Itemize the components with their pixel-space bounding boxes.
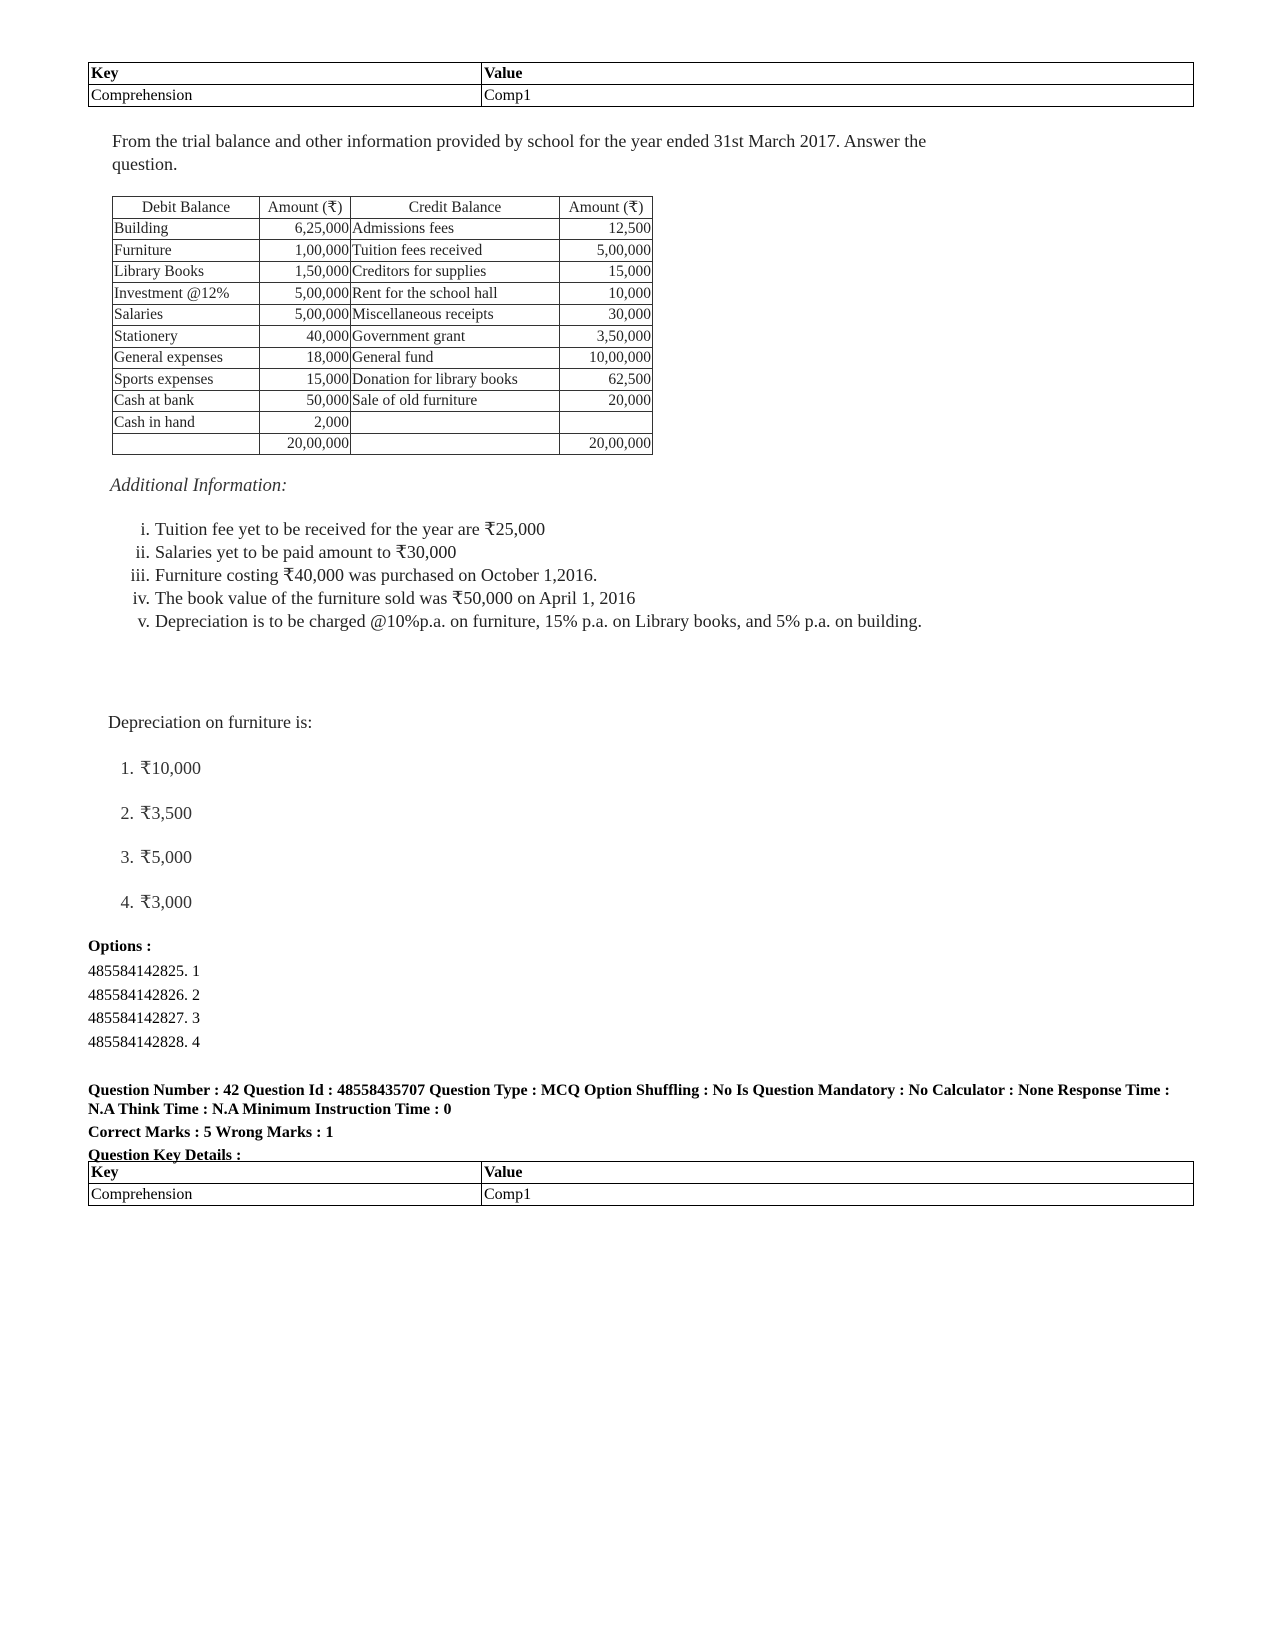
key-details-label: Question Key Details : — [88, 1147, 242, 1164]
choice-text: ₹5,000 — [140, 847, 192, 867]
trial-balance-cell: 15,000 — [560, 261, 653, 283]
trial-balance-cell: 20,00,000 — [560, 433, 653, 455]
trial-balance-row — [113, 412, 653, 434]
trial-balance-cell: 6,25,000 — [260, 218, 351, 240]
item-numeral: iv. — [132, 588, 150, 608]
trial-balance-cell: Cash at bank — [113, 390, 260, 412]
trial-balance-cell: Donation for library books — [351, 369, 560, 391]
options-list — [88, 960, 200, 1054]
key-header: Key — [89, 1162, 482, 1184]
trial-balance-cell: 20,00,000 — [260, 433, 351, 455]
trial-balance-cell: Furniture — [113, 240, 260, 262]
trial-balance-cell: Salaries — [113, 304, 260, 326]
item-numeral: iii. — [130, 565, 150, 585]
trial-balance-row — [113, 326, 653, 348]
item-numeral: v. — [137, 611, 150, 631]
trial-balance-cell: Admissions fees — [351, 218, 560, 240]
key-value-table-top — [88, 62, 1194, 107]
trial-balance-cell — [560, 412, 653, 434]
answer-choice — [108, 892, 201, 937]
choice-number: 2. — [120, 802, 134, 823]
additional-info-list — [100, 518, 940, 633]
trial-balance-cell: Sports expenses — [113, 369, 260, 391]
trial-balance-cell: Creditors for supplies — [351, 261, 560, 283]
trial-balance-cell: 10,00,000 — [560, 347, 653, 369]
answer-choice — [108, 847, 201, 892]
option-id-item: 485584142827. 3 — [88, 1010, 200, 1027]
additional-info-item — [100, 587, 940, 610]
intro-text: From the trial balance and other information provided by school for the year ended 31st March 2017. Answer the question. — [112, 131, 927, 174]
trial-balance-cell: Rent for the school hall — [351, 283, 560, 305]
trial-balance-cell: 62,500 — [560, 369, 653, 391]
additional-info-heading: Additional Information: — [110, 476, 288, 496]
answer-choices — [108, 758, 201, 936]
key-header: Key — [89, 63, 482, 85]
item-numeral: i. — [140, 519, 150, 539]
item-text: Depreciation is to be charged @10%p.a. on furniture, 15% p.a. on Library books, and 5% p.a. on building. — [155, 611, 923, 631]
trial-balance-cell: 10,000 — [560, 283, 653, 305]
key-cell: Comprehension — [89, 85, 482, 107]
trial-balance-cell: 2,000 — [260, 412, 351, 434]
trial-balance-cell: 40,000 — [260, 326, 351, 348]
choice-text: ₹3,500 — [140, 802, 192, 823]
trial-balance-cell: 1,00,000 — [260, 240, 351, 262]
header-debit-amount: Amount (₹) — [260, 197, 351, 219]
key-cell: Comprehension — [89, 1184, 482, 1206]
trial-balance-cell: 5,00,000 — [260, 304, 351, 326]
value-header: Value — [482, 63, 1194, 85]
trial-balance-row — [113, 369, 653, 391]
trial-balance-cell: Building — [113, 218, 260, 240]
trial-balance-cell — [351, 433, 560, 455]
choice-number: 1. — [120, 758, 134, 778]
trial-balance-row — [113, 390, 653, 412]
value-cell: Comp1 — [482, 85, 1194, 107]
options-heading: Options : — [88, 938, 152, 955]
option-id-item: 485584142825. 1 — [88, 963, 200, 980]
additional-info-item — [100, 541, 940, 564]
choice-number: 3. — [120, 847, 134, 867]
trial-balance-cell: Stationery — [113, 326, 260, 348]
option-id-item: 485584142826. 2 — [88, 986, 200, 1004]
trial-balance-cell: 5,00,000 — [260, 283, 351, 305]
item-text: Furniture costing ₹40,000 was purchased on October 1,2016. — [155, 565, 598, 585]
trial-balance-cell: 50,000 — [260, 390, 351, 412]
trial-balance-row — [113, 261, 653, 283]
trial-balance-cell: Miscellaneous receipts — [351, 304, 560, 326]
trial-balance-cell — [113, 433, 260, 455]
trial-balance-cell — [351, 412, 560, 434]
trial-balance-cell: Sale of old furniture — [351, 390, 560, 412]
choice-text: ₹3,000 — [140, 891, 192, 912]
trial-balance-cell: 20,000 — [560, 390, 653, 412]
item-numeral: ii. — [135, 542, 150, 562]
trial-balance-cell: 1,50,000 — [260, 261, 351, 283]
value-cell: Comp1 — [482, 1184, 1194, 1206]
question-meta-line: Question Number : 42 Question Id : 48558435707 Question Type : MCQ Option Shuffling : No Is Question Mandatory : No Calculator : None Response Time : N.A Think Time : N.A Minimum Instruction Time : 0 — [88, 1082, 1170, 1118]
trial-balance-cell: Cash in hand — [113, 412, 260, 434]
trial-balance-cell: 5,00,000 — [560, 240, 653, 262]
additional-info-item — [100, 610, 940, 633]
trial-balance-cell: General expenses — [113, 347, 260, 369]
marks-line: Correct Marks : 5 Wrong Marks : 1 — [88, 1124, 334, 1141]
trial-balance-cell: Library Books — [113, 261, 260, 283]
trial-balance-table — [112, 196, 653, 455]
choice-number: 4. — [120, 891, 134, 912]
additional-info-item — [100, 564, 940, 587]
answer-choice — [108, 758, 201, 803]
choice-text: ₹10,000 — [140, 758, 201, 778]
item-text: The book value of the furniture sold was ₹50,000 on April 1, 2016 — [155, 588, 636, 608]
trial-balance-row — [113, 347, 653, 369]
header-credit-balance: Credit Balance — [351, 197, 560, 219]
option-id-item: 485584142828. 4 — [88, 1033, 200, 1051]
trial-balance-cell: 18,000 — [260, 347, 351, 369]
value-header: Value — [482, 1162, 1194, 1184]
trial-balance-row — [113, 304, 653, 326]
question-meta — [88, 1081, 1198, 1165]
trial-balance-cell: Government grant — [351, 326, 560, 348]
header-debit-balance: Debit Balance — [113, 197, 260, 219]
trial-balance-cell: Investment @12% — [113, 283, 260, 305]
trial-balance-cell: 12,500 — [560, 218, 653, 240]
item-text: Salaries yet to be paid amount to ₹30,000 — [155, 542, 457, 562]
trial-balance-cell: 15,000 — [260, 369, 351, 391]
trial-balance-cell: 30,000 — [560, 304, 653, 326]
trial-balance-row — [113, 283, 653, 305]
header-credit-amount: Amount (₹) — [560, 197, 653, 219]
trial-balance-cell: 3,50,000 — [560, 326, 653, 348]
trial-balance-cell: Tuition fees received — [351, 240, 560, 262]
question-text: Depreciation on furniture is: — [108, 712, 313, 732]
trial-balance-header-row — [113, 197, 653, 219]
answer-choice — [108, 803, 201, 848]
trial-balance-row — [113, 218, 653, 240]
trial-balance-row — [113, 433, 653, 455]
additional-info-item — [100, 518, 940, 541]
item-text: Tuition fee yet to be received for the year are ₹25,000 — [155, 519, 546, 539]
trial-balance-row — [113, 240, 653, 262]
trial-balance-cell: General fund — [351, 347, 560, 369]
key-value-table-bottom — [88, 1161, 1194, 1206]
